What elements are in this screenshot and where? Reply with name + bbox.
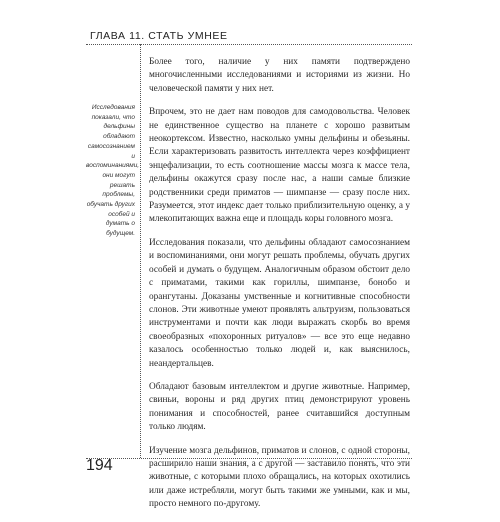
main-text xyxy=(149,56,410,522)
bottom-rule xyxy=(86,458,412,459)
top-rule xyxy=(86,44,412,45)
margin-note: Исследования показали, что дельфины обладают самосознанием и воспоминаниями, они могут решать проблемы, обучать других особей и думать о будущем. xyxy=(86,104,140,238)
margin-rule xyxy=(140,44,141,458)
page-number: 194 xyxy=(86,457,113,474)
paragraph: Изучение мозга дельфинов, приматов и слонов, с одной стороны, расширило наши знания, а с другой — заставило понять, что эти животные, с которыми плохо обращались, на которых охотились или даже истребляли, могут быть такими же умными, как и мы, просто немного по-другому. xyxy=(149,445,410,510)
paragraph: Впрочем, это не дает нам поводов для самодовольства. Человек не единственное существо на планете с хорошо развитым неокортексом. Известно, насколько умны дельфины и обезьяны. Если характеризовать развитость интеллекта через коэффициент энцефализации, то есть соотношение массы мозга к массе тела, дельфины окажутся сразу после нас, а наши самые близкие родственники среди приматов — шимпанзе — сразу после них. Разумеется, этот индекс дает только приблизительную оценку, а у млекопитающих важна еще и площадь коры головного мозга. xyxy=(149,107,410,225)
running-head: ГЛАВА 11. СТАТЬ УМНЕЕ xyxy=(90,30,228,42)
paragraph: Исследования показали, что дельфины обладают самосознанием и воспоминаниями, они могут решать проблемы, обучать других особей и думать о будущем. Аналогичным образом обстоит дело с приматами, такими как гориллы, шимпанзе, бонобо и орангутаны. Доказаны умственные и когнитивные способности слонов. Эти животные умеют проявлять альтруизм, пользоваться инструментами и почти как люди выражать скорбь во время своеобразных «похоронных ритуалов» — все это еще недавно казалось особенностью только людей и, как выяснилось, неандертальцев. xyxy=(149,237,410,369)
paragraph: Более того, наличие у них памяти подтверждено многочисленными исследованиями и историями из жизни. Но человеческой памяти у них нет. xyxy=(149,57,410,94)
paragraph: Обладают базовым интеллектом и другие животные. Например, свиньи, вороны и ряд других птиц демонстрируют уровень понимания и способностей, ранее считавшийся доступным только людям. xyxy=(149,381,410,433)
